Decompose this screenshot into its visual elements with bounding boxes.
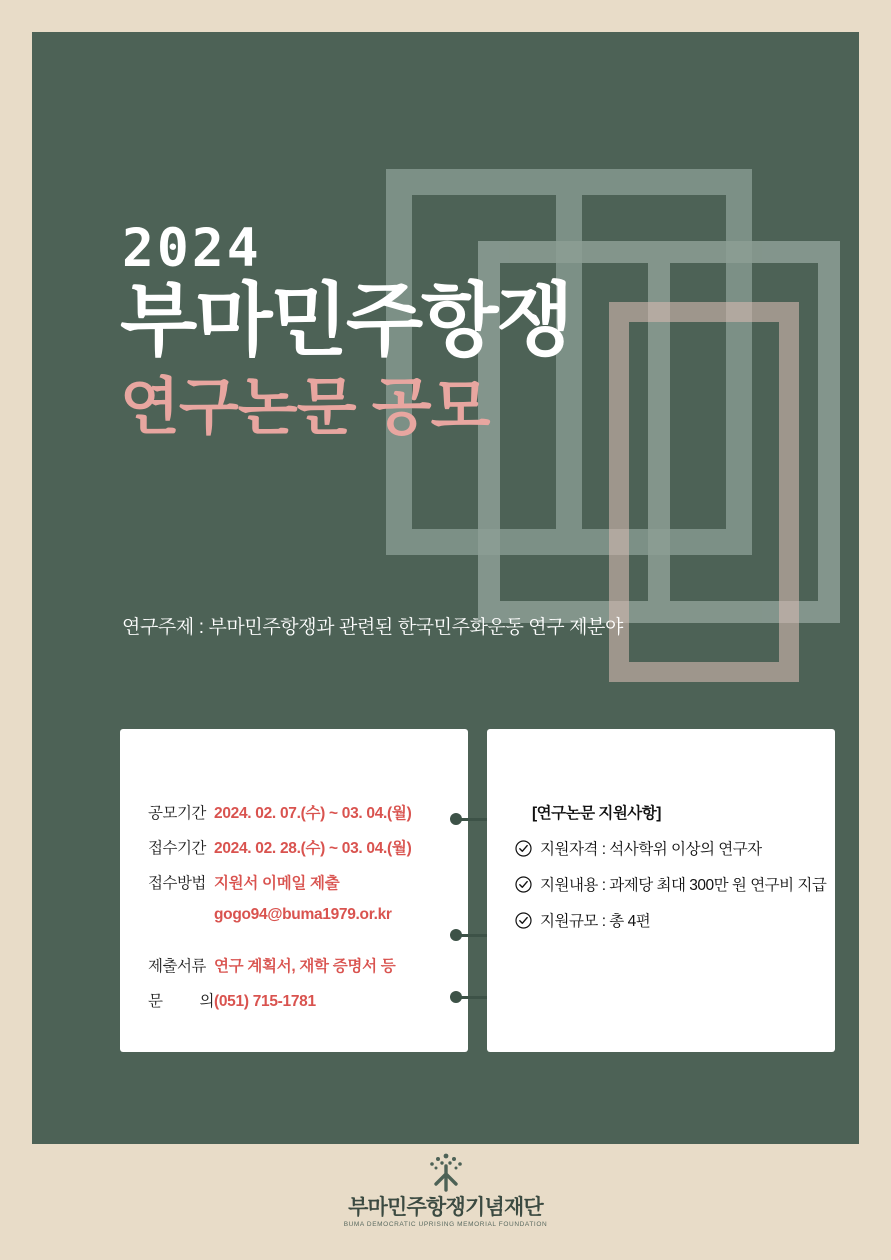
table-row: [148, 836, 448, 858]
application-info-rows: [148, 801, 448, 1024]
poster: [32, 32, 859, 1144]
row-value: 지원서 이메일 제출: [214, 875, 340, 892]
poster-main-title: 부마민주항쟁: [120, 276, 572, 365]
footer: [0, 1150, 891, 1228]
row-label: [148, 989, 214, 1011]
list-item: [515, 909, 835, 931]
connector-dot-left: [450, 991, 462, 1003]
check-circle-icon: [515, 876, 532, 893]
row-value: 2024. 02. 07.(수) ~ 03. 04.(월): [214, 805, 412, 822]
list-item-label: 지원내용 : 과제당 최대 300만 원 연구비 지급: [540, 877, 827, 894]
foundation-name-en: BUMA DEMOCRATIC UPRISING MEMORIAL FOUNDATION: [343, 1221, 548, 1229]
connector-dot-left: [450, 813, 462, 825]
support-items-list: [515, 837, 835, 945]
title-block: [120, 218, 780, 443]
row-label: 제출서류: [148, 958, 206, 975]
list-item: [515, 873, 835, 895]
row-value: 2024. 02. 28.(수) ~ 03. 04.(월): [214, 840, 412, 857]
table-row: [148, 906, 448, 924]
row-value: 연구 계획서, 재학 증명서 등: [214, 958, 396, 975]
table-row: [148, 989, 448, 1011]
info-panels: [120, 729, 835, 1052]
row-label-char-b: 의: [199, 993, 214, 1010]
support-panel-heading: [연구논문 지원사항]: [532, 805, 661, 822]
table-row: [148, 871, 448, 893]
list-item-label: 지원규모 : 총 4편: [540, 913, 651, 930]
foundation-logo-icon: [418, 1150, 474, 1192]
list-item: [515, 837, 835, 859]
research-topic-line: 연구주제 : 부마민주항쟁과 관련된 한국민주화운동 연구 제분야: [122, 617, 623, 638]
contact-email[interactable]: gogo94@buma1979.or.kr: [214, 906, 392, 923]
application-info-panel: [120, 729, 468, 1052]
row-label: 접수기간: [148, 840, 206, 857]
poster-year: 2024: [122, 218, 262, 279]
row-label: 접수방법: [148, 875, 206, 892]
row-label-char-a: 문: [148, 993, 163, 1010]
check-circle-icon: [515, 840, 532, 857]
connector-dot-left: [450, 929, 462, 941]
row-label: 공모기간: [148, 805, 206, 822]
contact-phone: (051) 715-1781: [214, 993, 316, 1010]
check-circle-icon: [515, 912, 532, 929]
support-info-panel: [487, 729, 835, 1052]
table-row: [148, 801, 448, 823]
table-row: [148, 954, 448, 976]
list-item-label: 지원자격 : 석사학위 이상의 연구자: [540, 841, 762, 858]
foundation-name: 부마민주항쟁기념재단: [348, 1196, 543, 1219]
poster-sub-title: 연구논문 공모: [120, 372, 490, 442]
